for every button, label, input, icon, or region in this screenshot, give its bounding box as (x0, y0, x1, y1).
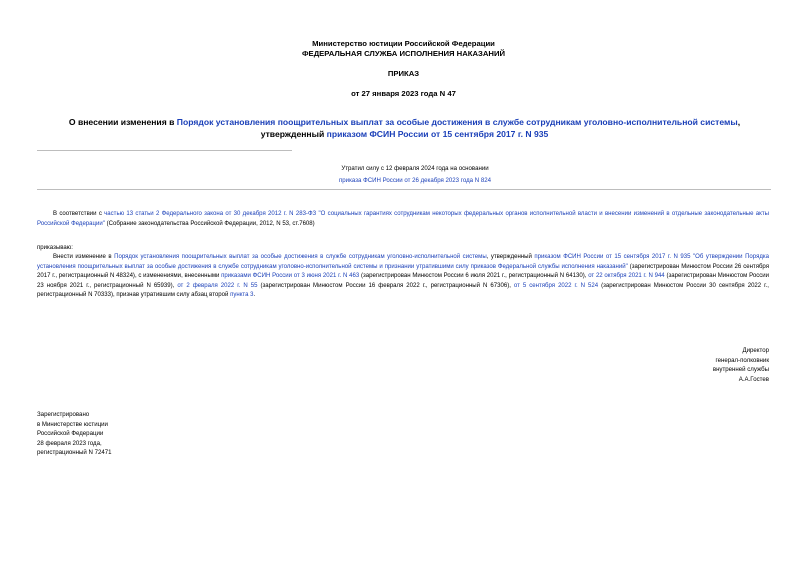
para2-link-order-944[interactable]: от 22 октября 2021 г. N 944 (588, 273, 665, 280)
service-name: ФЕДЕРАЛЬНАЯ СЛУЖБА ИСПОЛНЕНИЯ НАКАЗАНИЙ (302, 49, 505, 58)
registration-line-2: в Министерстве юстиции (37, 420, 108, 428)
ministry-name: Министерство юстиции Российской Федерации (312, 39, 495, 48)
para1-text-1: В соответствии с (53, 211, 105, 217)
para2-link-order-55[interactable]: от 2 февраля 2022 г. N 55 (177, 282, 258, 289)
title-prefix: О внесении изменения в (68, 117, 177, 127)
document-date-number: от 27 января 2023 года N 47 (351, 89, 456, 98)
title-link-procedure[interactable]: Порядок установления поощрительных выплат за особые достижения в службе сотрудникам уголовно-исполнительной системы (176, 117, 738, 127)
para2-link-order-463[interactable]: приказами ФСИН России от 3 июня 2021 г. N 463 (221, 273, 360, 280)
signature-name: А.А.Гостев (738, 375, 769, 383)
signature-service: внутренней службы (712, 366, 769, 373)
para2-text-8: . (253, 292, 256, 299)
decree-word: приказываю: (37, 245, 73, 251)
para2-text-5: (зарегистрирован Минюстом России 23 ноября 2021 г., регистрационный N 65939), (37, 273, 769, 289)
divider-short (37, 150, 292, 151)
title-link-order[interactable]: приказом ФСИН России от 15 сентября 2017 г. N 935 (326, 129, 549, 139)
para2-text-1: Внести изменение в (53, 254, 115, 260)
para2-text-3: (зарегистрирован Минюстом России 26 сентября 2017 г., регистрационный N 48324), с изменениями, внесенными (37, 263, 769, 280)
para1-text-2: (Собрание законодательства Российской Федерации, 2012, N 53, ст.7608) (104, 220, 315, 227)
registration-date: 28 февраля 2023 года, (37, 439, 102, 447)
para2-text-4: (зарегистрирован Минюстом России 6 июля 2021 г., регистрационный N 64130), (359, 273, 589, 280)
signature-position: Директор (742, 347, 769, 354)
registration-line-1: Зарегистрировано (37, 411, 90, 418)
para2-link-point-3[interactable]: пункта 3 (230, 292, 254, 299)
preamble-paragraph (37, 210, 769, 229)
registration-number: регистрационный N 72471 (37, 449, 112, 457)
lost-force-text: Утратил силу с 12 февраля 2024 года на основании (341, 165, 489, 172)
para2-text-6: (зарегистрирован Минюстом России 16 февраля 2022 г., регистрационный N 67306), (257, 282, 514, 289)
document-title (52, 116, 757, 140)
signature-rank: генерал-полковник (715, 356, 769, 364)
para2-text-2: , утвержденный (486, 254, 535, 260)
registration-line-3: Российской Федерации (37, 430, 104, 438)
registration-block (37, 410, 237, 458)
title-middle: , утвержденный (260, 117, 741, 139)
lost-force-notice (200, 163, 630, 187)
main-paragraph (37, 253, 769, 301)
signature-block (620, 346, 769, 384)
divider-long (37, 189, 771, 190)
para2-link-procedure[interactable]: Порядок установления поощрительных выплат за особые достижения в службе сотрудникам уголовно-исполнительной системы (114, 254, 487, 260)
para2-link-order-524[interactable]: от 5 сентября 2022 г. N 524 (513, 282, 599, 289)
para2-text-7: (зарегистрирован Минюстом России 30 сентября 2022 г., регистрационный N 70333), признав утратившим силу абзац второй (37, 282, 769, 299)
para1-link-law[interactable]: частью 13 статьи 2 Федерального закона от 30 декабря 2012 г. N 283-ФЗ "О социальных гарантиях сотрудникам некоторых федеральных органов исполнительной власти и внесении изменений в отдельные законодательные акты Российской Федерации" (37, 211, 769, 227)
document-type: ПРИКАЗ (387, 69, 420, 78)
para2-link-order-935[interactable]: приказом ФСИН России от 15 сентября 2017 г. N 935 "Об утверждении Порядка установления поощрительных выплат за особые достижения в службе сотрудникам уголовно-исполнительной системы и признании утратившими силу приказов Федеральной службы исполнения наказаний" (37, 254, 770, 270)
lost-force-link[interactable]: приказа ФСИН России от 26 декабря 2023 года N 824 (338, 177, 492, 184)
